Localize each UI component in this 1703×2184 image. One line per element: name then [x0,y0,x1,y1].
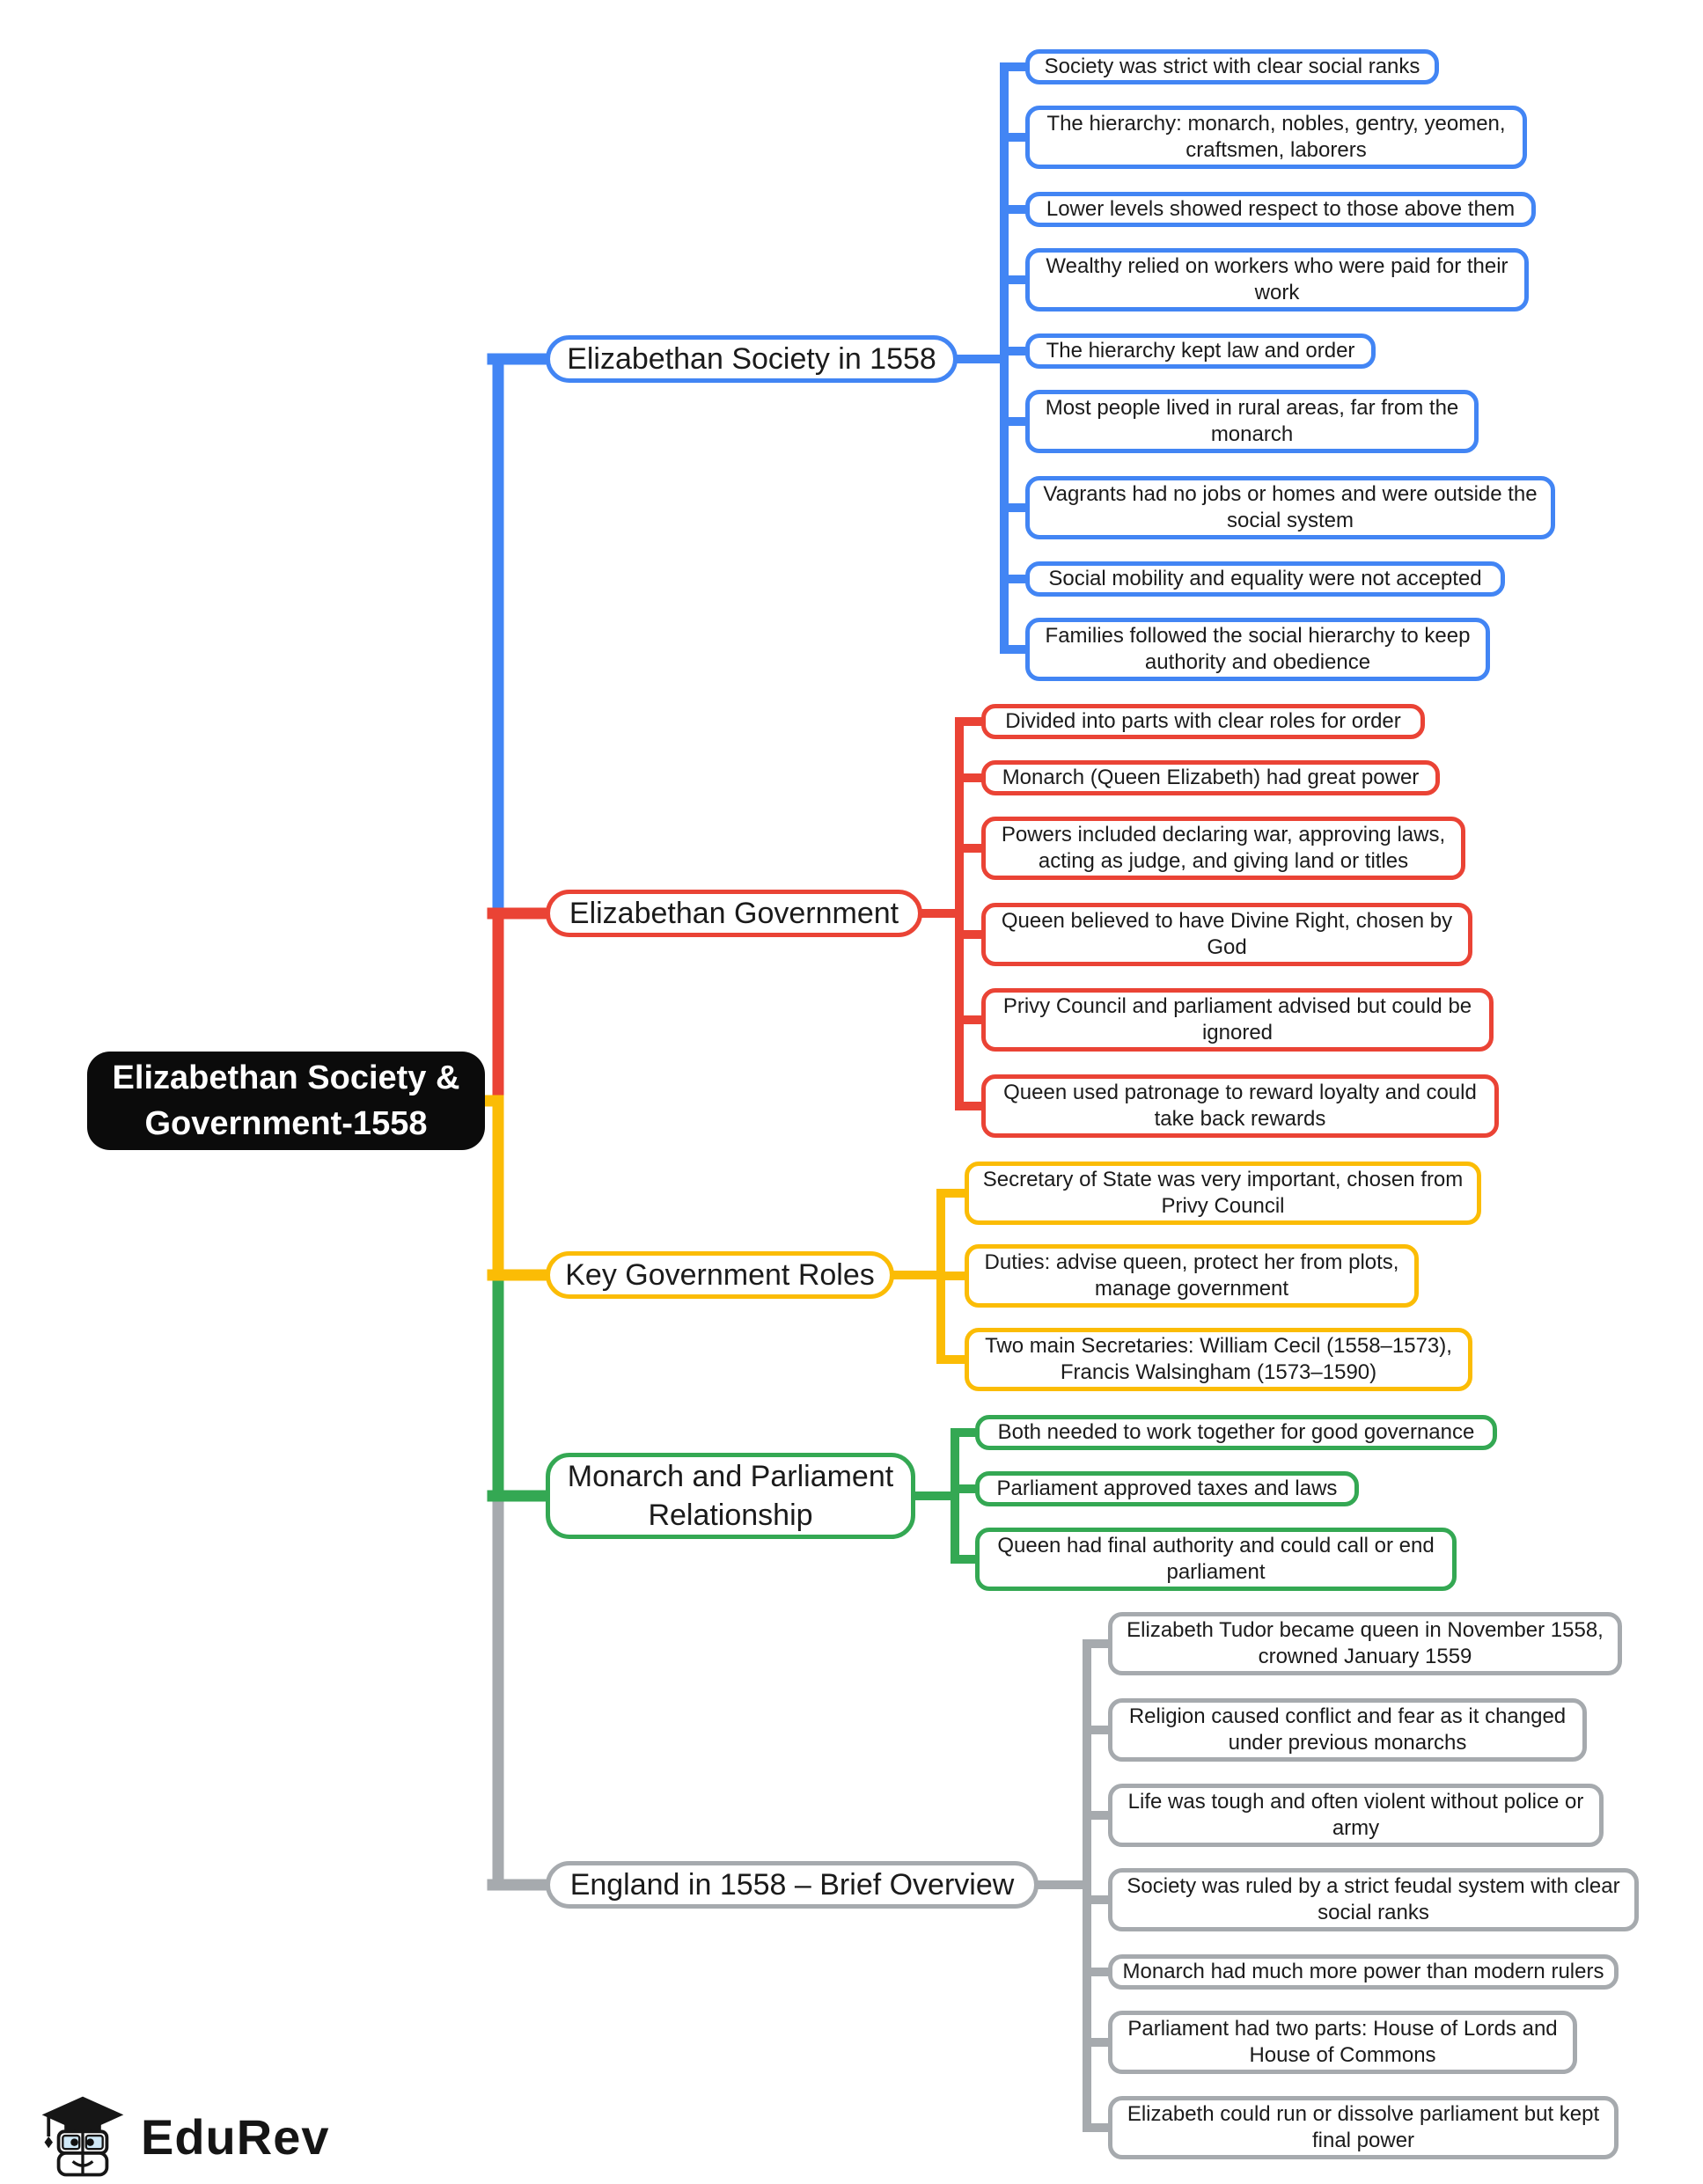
mindmap-leaf: Queen believed to have Divine Right, chosen by God [981,903,1472,966]
branch-connector-gray [1037,1644,1110,2128]
mindmap-leaf: Most people lived in rural areas, far from the monarch [1025,390,1479,453]
mindmap-leaf: Wealthy relied on workers who were paid for their work [1025,248,1529,311]
mindmap-leaf: Two main Secretaries: William Cecil (1558–1573), Francis Walsingham (1573–1590) [965,1328,1472,1391]
mindmap-leaf: Society was ruled by a strict feudal system with clear social ranks [1108,1868,1639,1931]
branch-connector-red [921,722,983,1106]
mindmap-leaf: Lower levels showed respect to those above them [1025,192,1536,227]
branch-title-key-government-roles: Key Government Roles [546,1251,894,1299]
mindmap-leaf: Queen used patronage to reward loyalty and could take back rewards [981,1074,1499,1138]
central-topic: Elizabethan Society & Government-1558 [87,1052,485,1150]
mindmap-leaf: Parliament had two parts: House of Lords and House of Commons [1108,2011,1577,2074]
mindmap-leaf: Parliament approved taxes and laws [975,1471,1359,1506]
mindmap-leaf: Life was tough and often violent without police or army [1108,1784,1604,1847]
branch-title-monarch-parliament: Monarch and Parliament Relationship [546,1453,915,1539]
mindmap-leaf: Elizabeth Tudor became queen in November 1558, crowned January 1559 [1108,1612,1622,1675]
mindmap-leaf: Social mobility and equality were not accepted [1025,561,1505,597]
edurev-logo [37,2092,330,2180]
branch-title-elizabethan-government: Elizabethan Government [546,890,922,937]
mindmap-leaf: Duties: advise queen, protect her from plots, manage government [965,1244,1419,1308]
mindmap-leaf: Both needed to work together for good governance [975,1415,1497,1450]
mindmap-leaf: Families followed the social hierarchy to keep authority and obedience [1025,618,1490,681]
branch-connector-yellow [892,1193,966,1360]
branch-title-elizabethan-society: Elizabethan Society in 1558 [546,335,958,383]
mindmap-leaf: Divided into parts with clear roles for order [981,704,1425,739]
mindmap-leaf: Monarch (Queen Elizabeth) had great power [981,760,1440,795]
mindmap-leaf: Vagrants had no jobs or homes and were outside the social system [1025,476,1555,539]
mindmap-leaf: Privy Council and parliament advised but could be ignored [981,988,1494,1052]
edurev-mascot-icon [37,2092,128,2180]
branch-connector-green [914,1433,977,1559]
mindmap-leaf: Queen had final authority and could call or end parliament [975,1528,1457,1591]
mindmap-leaf: Society was strict with clear social ranks [1025,49,1439,84]
mindmap-leaf: The hierarchy: monarch, nobles, gentry, yeomen, craftsmen, laborers [1025,106,1527,169]
mindmap-leaf: Monarch had much more power than modern rulers [1108,1954,1619,1990]
mindmap-leaf: Elizabeth could run or dissolve parliament but kept final power [1108,2096,1619,2159]
mindmap-leaf: Secretary of State was very important, chosen from Privy Council [965,1162,1481,1225]
mindmap-leaf: Religion caused conflict and fear as it changed under previous monarchs [1108,1698,1587,1762]
edurev-wordmark: EduRev [141,2108,330,2165]
branch-title-england-1558-overview: England in 1558 – Brief Overview [546,1861,1039,1909]
mindmap-leaf: The hierarchy kept law and order [1025,333,1376,369]
branch-connector-blue [956,67,1027,649]
mindmap-leaf: Powers included declaring war, approving laws, acting as judge, and giving land or titles [981,817,1465,880]
